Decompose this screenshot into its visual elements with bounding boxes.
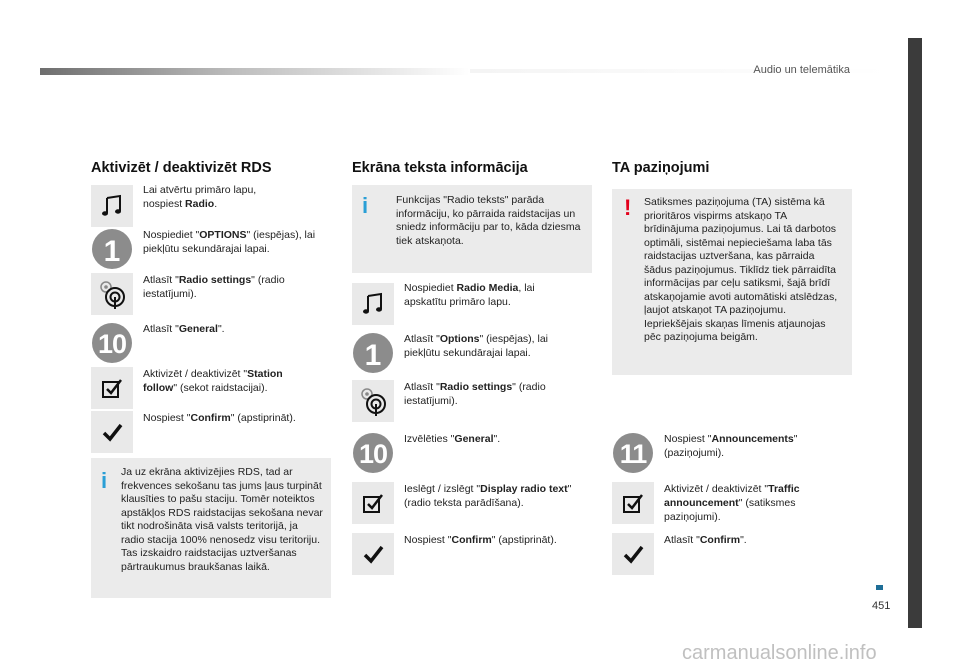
warning-icon: ! — [624, 195, 632, 220]
step-badge-10: 10 — [91, 322, 133, 364]
col2-info-note: i Funkcijas "Radio teksts" parāda informāciju, ko pārraida raidstacijas un sniedz informāciju par to, kāda dziesma tiek atskaņota. — [352, 185, 592, 273]
checkbox-icon — [352, 482, 394, 524]
header-gradient-bar — [40, 68, 470, 75]
col2-step-confirm: Nospiest "Confirm" (apstiprināt). — [352, 533, 557, 575]
step-badge-1: 1 — [352, 332, 394, 374]
music-note-icon — [91, 185, 133, 227]
checkmark-icon — [352, 533, 394, 575]
step-badge-11: 11 — [612, 432, 654, 474]
col1-step-radio-settings: Atlasīt "Radio settings" (radio iestatījumi). — [91, 273, 313, 315]
music-note-icon — [352, 283, 394, 325]
radio-settings-icon — [352, 380, 394, 422]
page-marker — [876, 585, 883, 590]
col3-step-announcements: 11 Nospiest "Announcements" (paziņojumi). — [612, 432, 834, 474]
step-badge-10: 10 — [352, 432, 394, 474]
col2-step-display-radio-text: Ieslēgt / izslēgt "Display radio text" (radio teksta parādīšana). — [352, 482, 594, 524]
col1-step-general: 10 Atlasīt "General". — [91, 322, 225, 364]
col2-step-radio-settings: Atlasīt "Radio settings" (radio iestatījumi). — [352, 380, 574, 422]
side-tab-strip — [908, 38, 922, 628]
checkmark-icon — [91, 411, 133, 453]
col1-step-radio: Lai atvērtu primāro lapu, nospiest Radio. — [91, 185, 256, 227]
radio-settings-icon — [91, 273, 133, 315]
col1-step-confirm: Nospiest "Confirm" (apstiprināt). — [91, 411, 296, 453]
col1-step-station-follow: Aktivizēt / deaktivizēt "Station follow" (sekot raidstacijai). — [91, 367, 318, 409]
checkbox-icon — [91, 367, 133, 409]
col2-step-radio-media: Nospiediet Radio Media, lai apskatītu primāro lapu. — [352, 283, 574, 325]
section-title: Audio un telemātika — [753, 64, 850, 76]
col3-step-traffic-announcement: Aktivizēt / deaktivizēt "Traffic announcement" (satiksmes paziņojumi). — [612, 482, 839, 524]
col1-step-options: 1 Nospiediet "OPTIONS" (iespējas), lai piekļūtu sekundārajai lapai. — [91, 228, 328, 270]
col2-title: Ekrāna teksta informācija — [352, 160, 528, 176]
watermark: carmanualsonline.info — [682, 642, 877, 664]
checkbox-icon — [612, 482, 654, 524]
col3-title: TA paziņojumi — [612, 160, 710, 176]
info-icon: i — [101, 468, 108, 493]
info-icon: i — [362, 193, 369, 218]
col2-step-options: 1 Atlasīt "Options" (iespējas), lai piekļūtu sekundārajai lapai. — [352, 332, 579, 374]
col1-info-note: i Ja uz ekrāna aktivizējies RDS, tad ar frekvences sekošanu tas jums ļaus turpināt klausīties to pašu staciju. Tomēr noteiktos apstākļos RDS raidstacijas sekošana nevar tikt nodrošināta visā valsts teritorijā, ja radio stacija 100% nenosedz visu teritoriju. Tas izskaidro raidstacijas uztveršanas pārtraukumus braukšanas laikā. — [91, 458, 331, 598]
col2-step-general: 10 Izvēlēties "General". — [352, 432, 500, 474]
page-number: 451 — [872, 600, 891, 612]
col1-title: Aktivizēt / deaktivizēt RDS — [91, 160, 272, 176]
checkmark-icon — [612, 533, 654, 575]
col3-warning-note: ! Satiksmes paziņojuma (TA) sistēma kā prioritāros vispirms atskaņo TA brīdinājuma paziņojumus. Lai tā darbotos optimāli, sistēmai nepieciešama laba tās raidstacijas uztveršana, kas pārraida šādus paziņojumus. Tiklīdz tiek pārraidīta informācijas par ceļu satiksmi, šajā brīdī atskaņojamie avoti automātiski atslēdzas, ļaujot atskaņot TA paziņojumu. Iepriekšējais skaņas līmenis atjaunojas pēc paziņojuma beigām. — [612, 189, 852, 375]
col3-step-confirm: Atlasīt "Confirm". — [612, 533, 747, 575]
step-badge-1: 1 — [91, 228, 133, 270]
